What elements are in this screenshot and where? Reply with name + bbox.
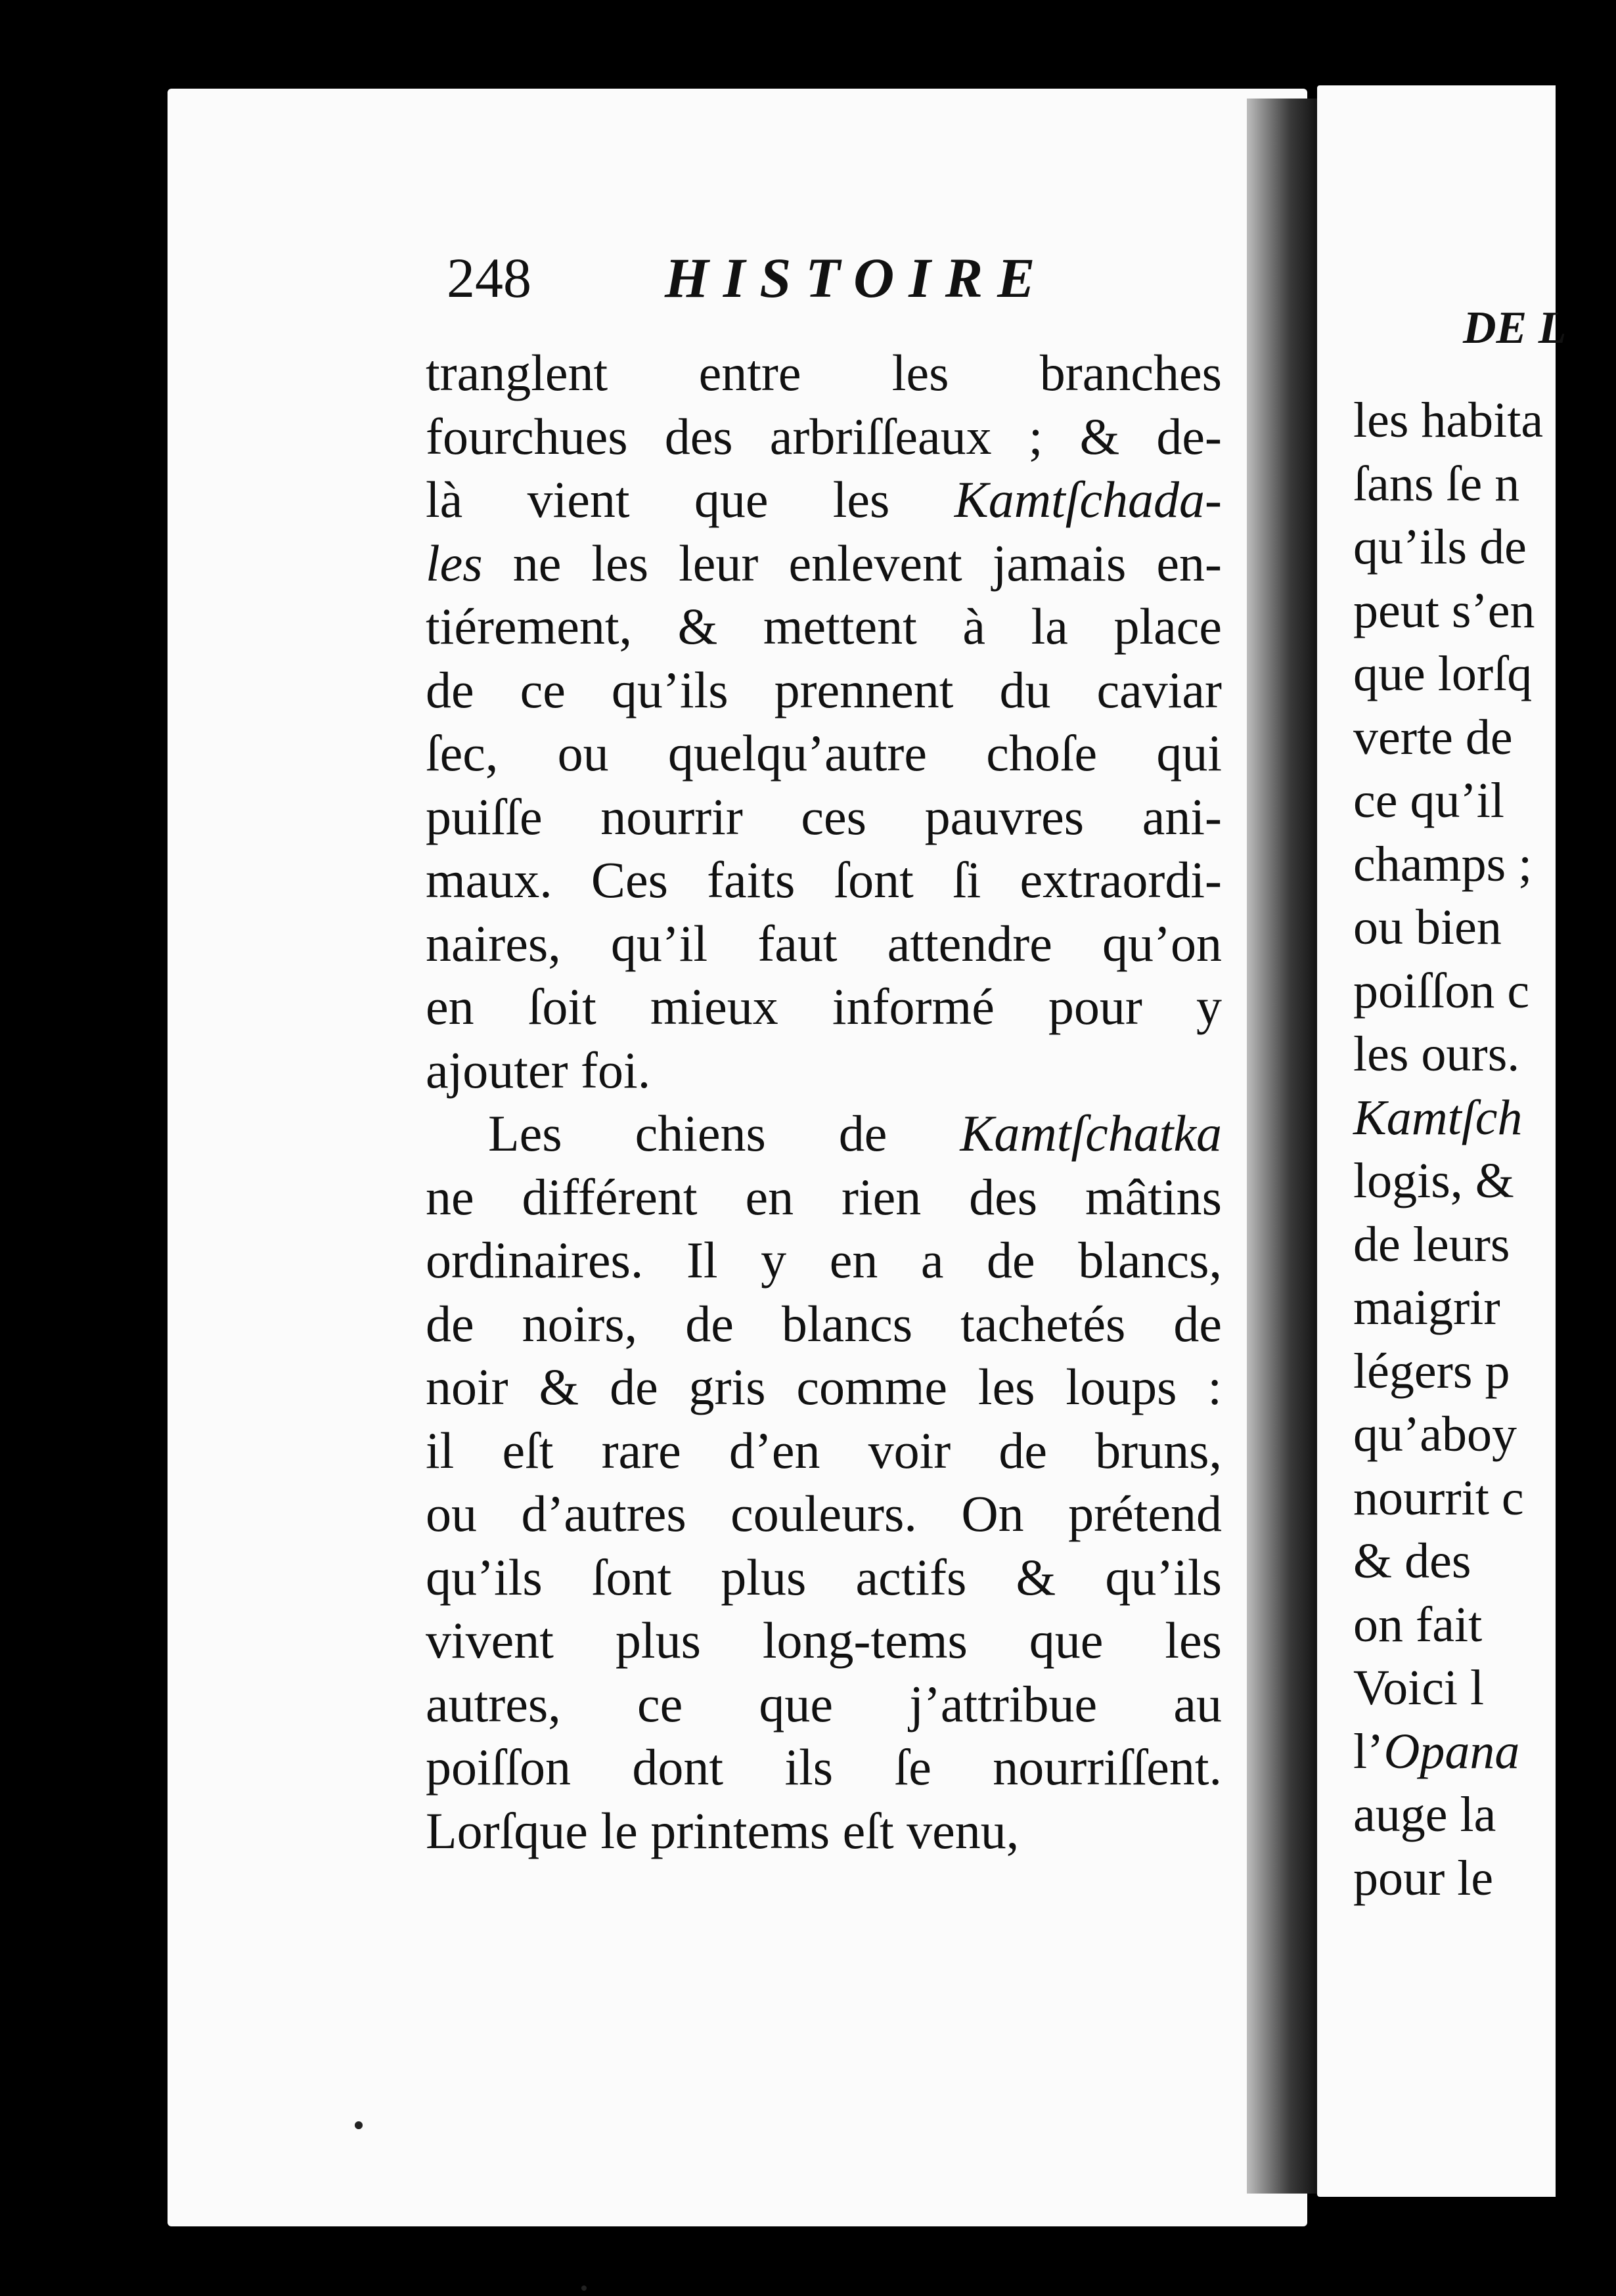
text-line — [1353, 1213, 1616, 1277]
text-run: naires, qu’il faut attendre qu’on — [426, 914, 1222, 972]
ink-speck — [355, 2121, 363, 2129]
text-run: & des — [1353, 1534, 1471, 1589]
italic-text: les — [426, 534, 483, 592]
text-line — [1353, 833, 1616, 896]
text-line — [1353, 1720, 1616, 1784]
text-run: autres, ce que j’attribue au — [426, 1675, 1222, 1733]
text-line — [1353, 642, 1616, 706]
text-run: les habita — [1353, 393, 1544, 448]
text-run: ce qu’il — [1353, 773, 1505, 828]
text-line — [1353, 1149, 1616, 1213]
text-run: ſec, ou quelqu’autre choſe qui — [426, 724, 1222, 782]
text-line — [426, 785, 1222, 849]
text-run: qu’ils de — [1353, 519, 1527, 575]
text-line — [1353, 1593, 1616, 1657]
text-line — [1353, 389, 1616, 453]
text-line — [426, 1546, 1222, 1610]
italic-text: Kamtſch — [1353, 1090, 1523, 1145]
text-line — [426, 1673, 1222, 1736]
page-number: 248 — [447, 246, 531, 309]
text-line — [1353, 1023, 1616, 1086]
text-line — [426, 849, 1222, 912]
text-line — [426, 722, 1222, 785]
text-run: tranglent entre les branches — [426, 344, 1222, 401]
text-run: qu’ils ſont plus actifs & qu’ils — [426, 1548, 1222, 1606]
text-line — [426, 1609, 1222, 1673]
text-line — [1353, 1403, 1616, 1467]
text-run: logis, & — [1353, 1153, 1514, 1208]
text-line — [1353, 579, 1616, 643]
text-line — [426, 595, 1222, 659]
text-run: ajouter foi. — [426, 1041, 651, 1099]
text-run: Voici l — [1353, 1660, 1485, 1715]
text-run: maux. Ces faits ſont ſi extraordi- — [426, 851, 1222, 908]
text-run: légers p — [1353, 1343, 1510, 1399]
italic-text: Kamtſchatka — [960, 1105, 1222, 1162]
text-run: il eſt rare d’en voir de bruns, — [426, 1421, 1222, 1479]
text-run: peut s’en — [1353, 583, 1535, 638]
text-run: Lorſque le printems eſt venu, — [426, 1801, 1020, 1859]
text-line — [426, 1419, 1222, 1483]
right-text-block — [1353, 389, 1616, 1910]
text-run: poiſſon c — [1353, 963, 1530, 1019]
text-line — [1353, 769, 1616, 833]
text-run: maigrir — [1353, 1280, 1500, 1335]
italic-text: Opana — [1383, 1723, 1520, 1779]
ink-speck — [581, 2285, 587, 2291]
text-line — [426, 1292, 1222, 1356]
text-line — [426, 1102, 1222, 1166]
text-line — [1353, 1847, 1616, 1910]
text-run: là vient que les — [426, 471, 954, 528]
text-run: on fait — [1353, 1597, 1483, 1652]
text-line — [1353, 960, 1616, 1023]
text-run: pour le — [1353, 1850, 1494, 1906]
body-text — [426, 342, 1222, 1863]
text-run: de noirs, de blancs tachetés de — [426, 1294, 1222, 1352]
text-line — [1353, 453, 1616, 516]
text-run: poiſſon dont ils ſe nourriſſent. — [426, 1738, 1222, 1796]
right-running-title: DE L — [1463, 303, 1567, 353]
text-run: en ſoit mieux informé pour y — [426, 978, 1222, 1035]
text-run: qu’aboy — [1353, 1407, 1517, 1462]
text-line — [426, 1736, 1222, 1799]
text-line — [1353, 1086, 1616, 1150]
text-line — [426, 532, 1222, 596]
text-run: ou bien — [1353, 900, 1502, 955]
text-line — [1353, 1656, 1616, 1720]
text-line — [1353, 1467, 1616, 1530]
text-run: de leurs — [1353, 1216, 1510, 1272]
text-run: ne différent en rien des mâtins — [426, 1168, 1222, 1225]
text-run: nourrit c — [1353, 1470, 1524, 1526]
text-line — [1353, 896, 1616, 960]
text-line — [426, 1229, 1222, 1292]
text-line — [1353, 516, 1616, 579]
text-line — [426, 342, 1222, 405]
text-run: Les chiens de — [488, 1105, 960, 1162]
text-line — [426, 912, 1222, 976]
text-line — [426, 975, 1222, 1039]
text-run: puiſſe nourrir ces pauvres ani- — [426, 787, 1222, 845]
text-line — [426, 405, 1222, 469]
text-run: de ce qu’ils prennent du caviar — [426, 661, 1222, 718]
text-line — [426, 1482, 1222, 1546]
text-line — [1353, 1783, 1616, 1847]
italic-text: Kamtſchada- — [954, 471, 1222, 528]
text-run: ſans ſe n — [1353, 456, 1520, 512]
right-page — [1317, 85, 1567, 2197]
text-run: que lorſq — [1353, 646, 1533, 701]
text-run: auge la — [1353, 1787, 1496, 1842]
text-line — [1353, 1276, 1616, 1340]
text-line — [426, 659, 1222, 722]
text-run: ou d’autres couleurs. On prétend — [426, 1485, 1222, 1542]
text-run: noir & de gris comme les loups : — [426, 1358, 1222, 1415]
text-run: fourchues des arbriſſeaux ; & de- — [426, 407, 1222, 465]
text-line — [1353, 706, 1616, 770]
text-run: les ours. — [1353, 1027, 1520, 1082]
text-line — [426, 468, 1222, 532]
text-run: ordinaires. Il y en a de blancs, — [426, 1231, 1222, 1289]
text-line — [1353, 1530, 1616, 1593]
text-line — [426, 1356, 1222, 1419]
running-title: HISTOIRE — [665, 246, 1050, 309]
text-line — [1353, 1340, 1616, 1403]
text-run: verte de — [1353, 709, 1513, 765]
text-run: champs ; — [1353, 836, 1533, 892]
text-line — [426, 1166, 1222, 1229]
text-run: l’ — [1353, 1723, 1384, 1779]
book-gutter — [1247, 99, 1319, 2194]
text-run: tiérement, & mettent à la place — [426, 598, 1222, 655]
text-line — [426, 1799, 1222, 1863]
text-run: ne les leur enlevent jamais en- — [482, 534, 1222, 592]
text-run: vivent plus long-tems que les — [426, 1612, 1222, 1669]
text-line — [426, 1039, 1222, 1103]
